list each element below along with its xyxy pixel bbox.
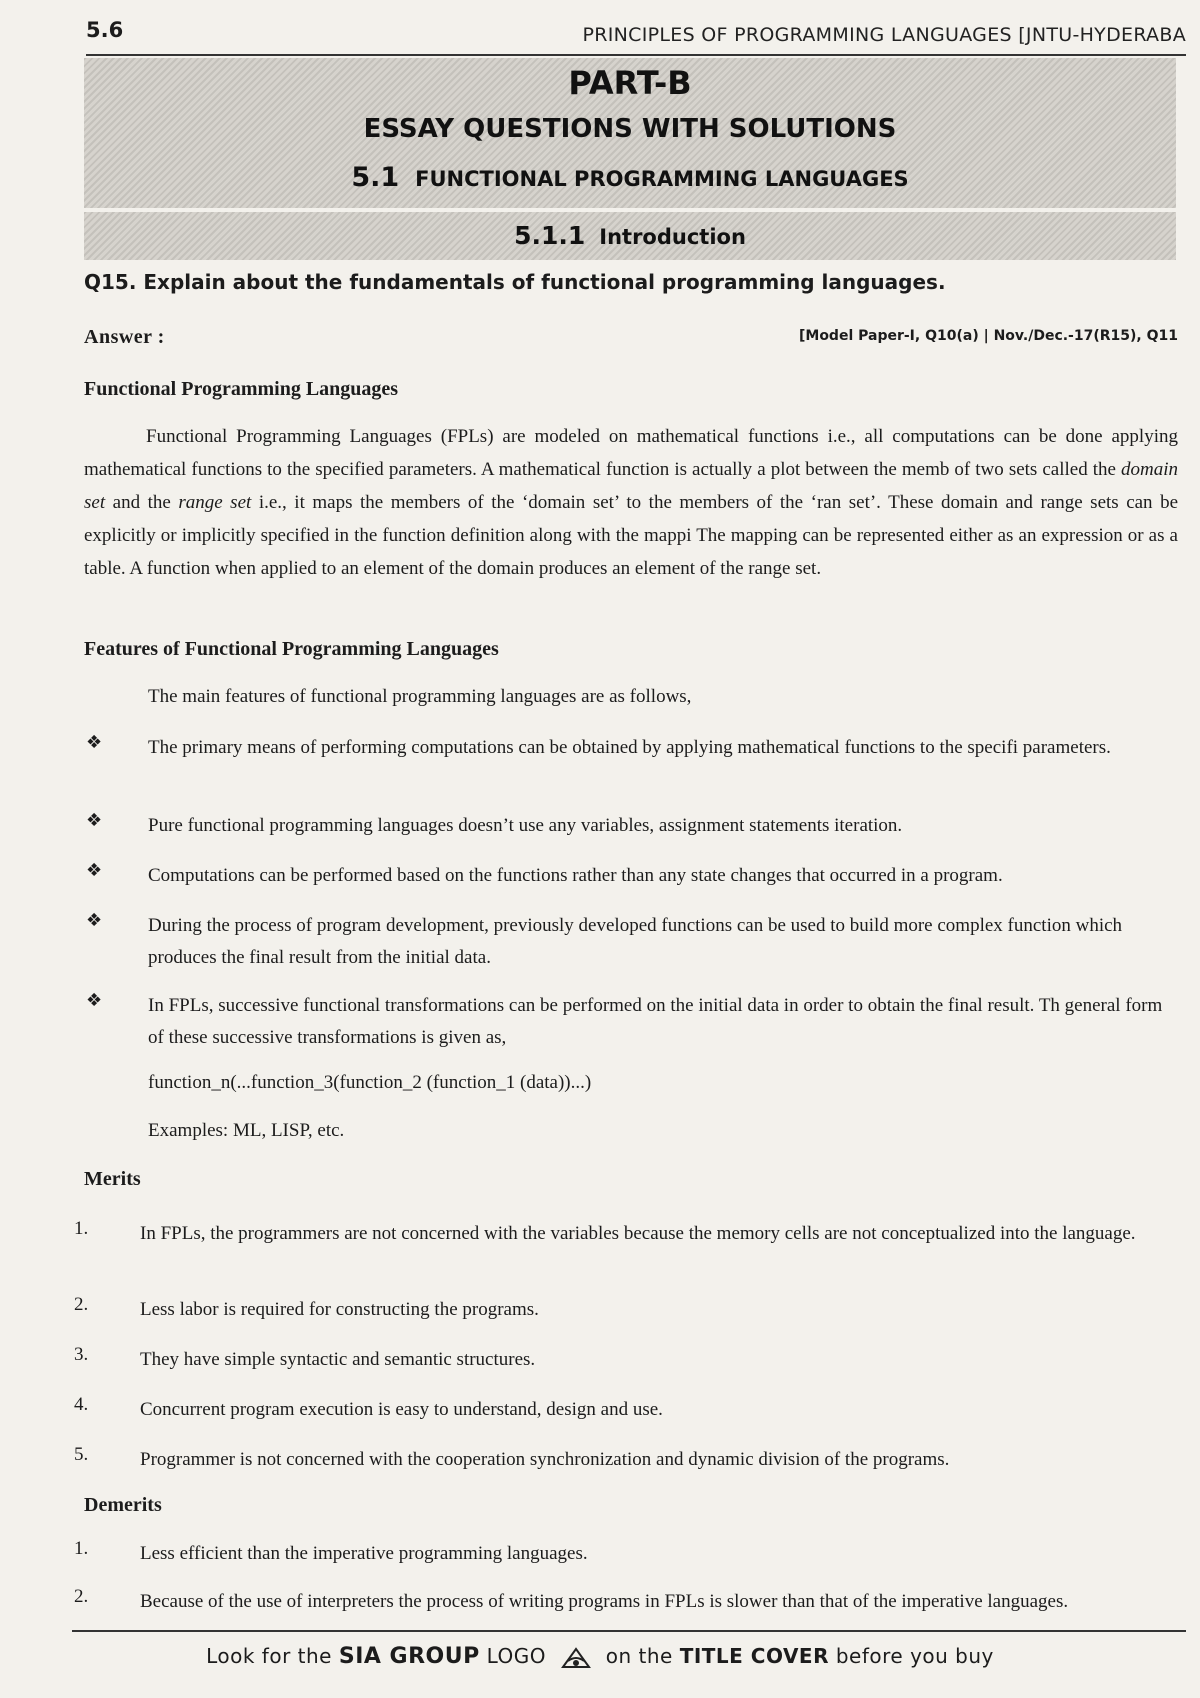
topic-title	[84, 212, 1176, 261]
fpl-heading: Functional Programming Languages	[84, 378, 399, 400]
subsection-title	[84, 162, 1176, 193]
feature-item: ❖ Computations can be performed based on the functions rather than any state changes that occurred in a program.	[86, 860, 1003, 886]
subsection-label: FUNCTIONAL PROGRAMMING LANGUAGES	[415, 167, 909, 191]
footer-rule	[72, 1630, 1186, 1632]
merit-item: 2. Less labor is required for constructing the programs.	[74, 1294, 539, 1320]
part-banner	[84, 58, 1176, 208]
bullet-icon: ❖	[86, 810, 103, 831]
section-heading: ESSAY QUESTIONS WITH SOLUTIONS	[363, 114, 897, 144]
examples-line: Examples: ML, LISP, etc.	[148, 1120, 345, 1141]
bullet-icon: ❖	[86, 990, 103, 1011]
topic-banner	[84, 212, 1176, 260]
features-heading: Features of Functional Programming Languages	[84, 638, 499, 660]
bullet-icon: ❖	[86, 732, 103, 753]
sia-logo-icon	[559, 1645, 593, 1671]
merit-item: 4. Concurrent program execution is easy to understand, design and use.	[74, 1394, 663, 1420]
merit-item: 5. Programmer is not concerned with the cooperation synchronization and dynamic division of the programs.	[74, 1444, 950, 1470]
topic-label: Introduction	[599, 225, 746, 249]
merits-heading: Merits	[84, 1168, 141, 1190]
feature-item: ❖ The primary means of performing computations can be obtained by applying mathematical functions to the specifi parameters.	[86, 732, 1111, 758]
book-title: PRINCIPLES OF PROGRAMMING LANGUAGES [JNTU-HYDERABA	[582, 24, 1186, 46]
brand-name: SIA GROUP	[338, 1644, 480, 1669]
title-cover-label: TITLE COVER	[679, 1644, 829, 1668]
footer-notice: Look for the SIA GROUP LOGO on the TITLE COVER before you buy	[206, 1644, 994, 1669]
answer-reference: [Model Paper-I, Q10(a) | Nov./Dec.-17(R15), Q11	[798, 328, 1178, 344]
answer-row	[84, 326, 1178, 352]
features-intro: The main features of functional programming languages are as follows,	[148, 686, 692, 707]
bullet-icon: ❖	[86, 860, 103, 881]
merit-item: 1. In FPLs, the programmers are not concerned with the variables because the memory cells are not conceptualized into the language.	[74, 1218, 1136, 1244]
bullet-icon: ❖	[86, 910, 103, 931]
demerits-heading: Demerits	[84, 1494, 162, 1516]
question-text: Q15. Explain about the fundamentals of functional programming languages.	[84, 270, 946, 294]
answer-label: Answer :	[84, 326, 165, 348]
fpl-paragraph: Functional Programming Languages (FPLs) are modeled on mathematical functions i.e., all computations can be done applying mathematical functions to the specified parameters. A mathematical function is actually a plot between the memb of two sets called the domain set and the range set i.e., it maps the members of the ‘domain set’ to the members of the ‘ran set’. These domain and range sets can be explicitly or implicitly specified in the function definition along with the mappi The mapping can be represented either as an expression or as a table. A function when applied to an element of the domain produces an element of the range set.	[84, 426, 1179, 579]
running-head	[86, 14, 1186, 54]
feature-item: ❖ In FPLs, successive functional transformations can be performed on the initial data in order to obtain the final result. Th general form of these successive transformations is given as,	[86, 990, 1163, 1048]
merit-item: 3. They have simple syntactic and semantic structures.	[74, 1344, 536, 1370]
demerit-item: 2. Because of the use of interpreters the process of writing programs in FPLs is slower than that of the imperative languages.	[74, 1586, 1069, 1612]
feature-item: ❖ Pure functional programming languages doesn’t use any variables, assignment statements iteration.	[86, 810, 903, 836]
subsection-number: 5.1	[351, 162, 400, 193]
header-rule	[86, 54, 1186, 56]
page-number: 5.6	[86, 18, 124, 42]
topic-number: 5.1.1	[514, 221, 586, 250]
part-title: PART-B	[568, 64, 692, 102]
feature-item: ❖ During the process of program development, previously developed functions can be used to build more complex function which produces the final result from the initial data.	[86, 910, 1123, 968]
transformation-formula: function_n(...function_3(function_2 (function_1 (data))...)	[148, 1072, 592, 1093]
demerit-item: 1. Less efficient than the imperative programming languages.	[74, 1538, 588, 1564]
